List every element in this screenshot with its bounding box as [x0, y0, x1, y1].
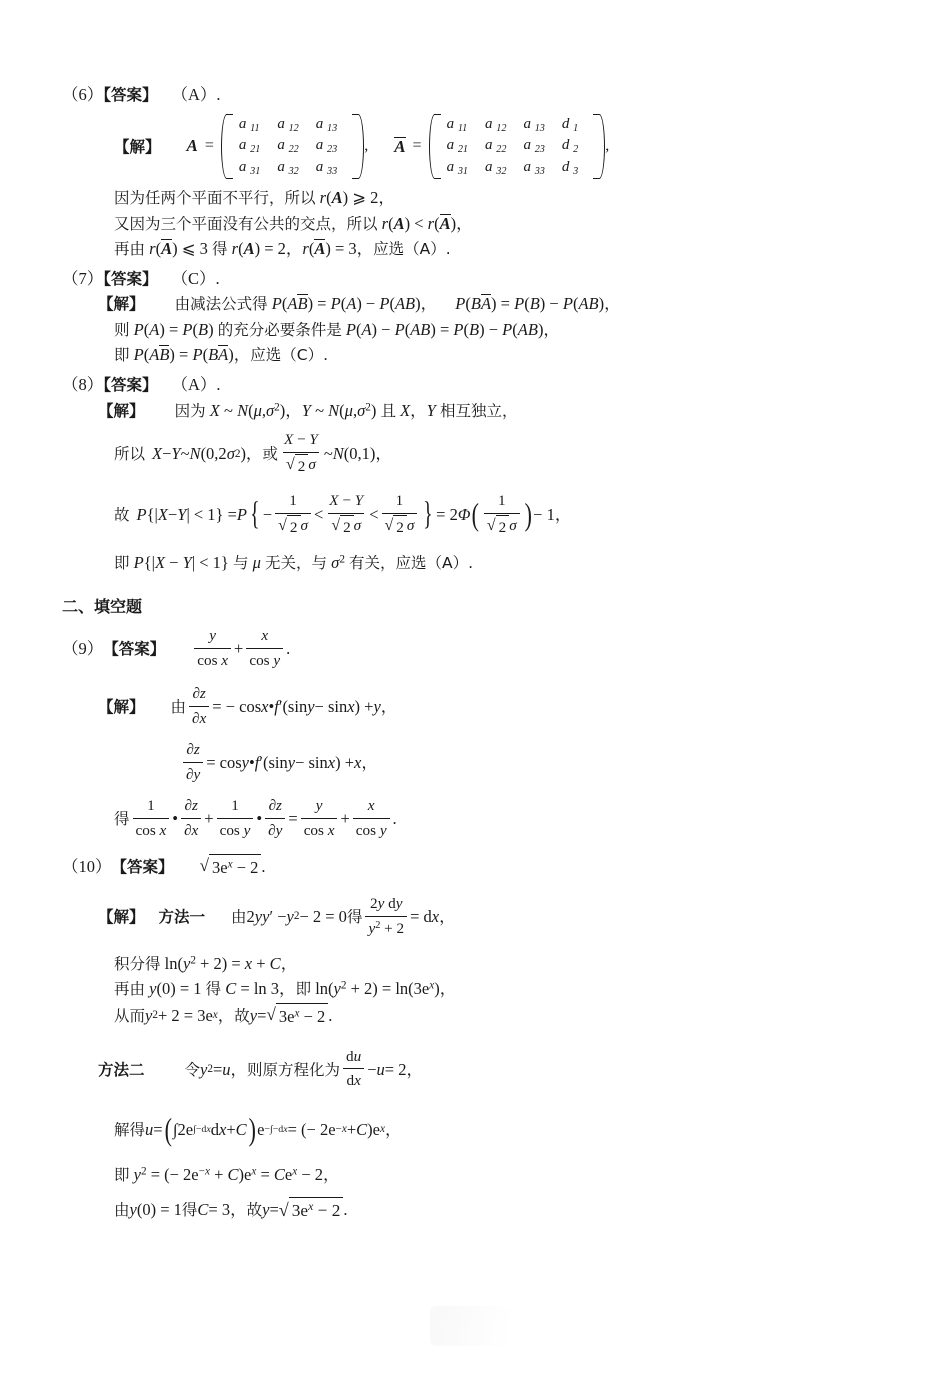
q8-label: （8） — [62, 375, 104, 395]
answer-line-q8 — [62, 372, 890, 398]
frac-x-over-cosy: $\frac{x}{\text{cos y}}$ — [246, 624, 283, 672]
cell: a $_{33}$ — [523, 159, 545, 178]
paren-left-icon — [221, 114, 233, 180]
q10-method2-line-3: 即 $y^2$ = (− $2e^{-x} + C)e^x = Ce^x - 2$， — [114, 1165, 340, 1185]
q8-sol-line-1: 【解】 因为 X ~ $N(\mu,\sigma^2)$，Y ~ $N(\mu,\sigma^2)$ 且 X，Y 相互独立， — [98, 400, 518, 420]
paren-right-icon: ) — [248, 1111, 256, 1147]
q8-sol-line-3: 故 P {| X − Y | < 1} = P { − 1 √ 2 σ < X − Y √ 2 σ < 1 √ 2 σ } = 2 Φ ( 1 √ 2 σ ) − 1， — [114, 489, 890, 540]
q10-label: （10） — [62, 857, 112, 877]
q9-label: （9） — [62, 639, 104, 659]
q8-solution-tag: 【解】 — [98, 401, 145, 420]
q10-method1-line-3: 再由 y(0) = 1 得 C = ln 3，即 $\ln(y^2 + 2) = \ln(3e^x)$， — [114, 979, 457, 999]
q9-sol-line-2: $\frac{\partial z}{\partial y}$ = cos y • f ′(sin y − sin x ) + x ， — [180, 739, 890, 787]
cell: a $_{21}$ — [446, 137, 469, 156]
brace-right-icon: } — [423, 496, 434, 533]
paren-left-icon: ( — [471, 496, 480, 532]
matrix-row — [235, 114, 350, 136]
frac-du-dx: $\frac{du}{dx}$ — [343, 1045, 364, 1093]
frac-x-minus-y-over-sqrt2sigma: X − Y √ 2 σ — [281, 428, 321, 478]
q6-sol-line-1: 因为任两个平面不平行，所以 r(A) ⩾ 2， — [114, 188, 395, 208]
cell: a $_{22}$ — [277, 137, 299, 156]
q10-method2-line-1: 方法二 令 y 2 = u ， 则原方程化为 $\frac{du}{dx}$ − u = 2， — [98, 1045, 890, 1093]
q8-sol-line-4: 即 P{|X − Y| < 1} 与 μ 无关，与 $\sigma^2$ 有关，应选（A）. — [114, 553, 474, 573]
q9-solution-tag: 【解】 — [98, 698, 145, 716]
paren-left-icon — [429, 114, 441, 180]
q7-answer: （C）. — [171, 268, 220, 288]
cell: d $_2$ — [561, 137, 579, 156]
matrix-A-label: A — [186, 136, 198, 156]
frac-2ydy-over-y2plus2: $\frac{\text{2y dy}}{y^2 + 2}$ — [365, 892, 407, 940]
cell: a $_{23}$ — [523, 137, 545, 156]
answer-line-q10: （10） 【答案】 √ $3e^x - 2$ . — [62, 853, 890, 881]
matrix-row — [443, 114, 592, 136]
cell: a $_{13}$ — [315, 115, 338, 134]
sqrt-3ex-minus-2: √ $3e^x - 2$ — [200, 853, 262, 881]
q7-label: （7） — [62, 268, 104, 288]
q6-sol-line-3: 再由 r(A) ⩽ 3 得 r(A) = 2，r(A) = 3，应选（A）. — [114, 239, 451, 259]
cell: d $_1$ — [561, 115, 579, 134]
cell: a $_{12}$ — [277, 115, 299, 134]
cell: a $_{11}$ — [446, 115, 468, 134]
cell: a $_{33}$ — [315, 159, 338, 178]
cell: a $_{21}$ — [238, 137, 261, 156]
paren-left-icon: ( — [164, 1111, 172, 1147]
q6-sol-line-2: 又因为三个平面没有公共的交点，所以 r(A) < r(A)， — [114, 213, 473, 233]
q8-sol-line-2: 所以 X − Y ~ N (0,2 σ 2 )， 或 X − Y √ 2 σ ~ N (0,1)， — [114, 429, 890, 479]
cell: a $_{32}$ — [277, 159, 299, 178]
answer-line-q7 — [62, 266, 890, 292]
page-content — [62, 82, 890, 1225]
q10-method1-line-2: 积分得 $\ln(y^2 + 2) = x + C$， — [114, 953, 298, 973]
cell: a $_{11}$ — [238, 115, 260, 134]
q10-method1-line-1: 【解】 方法一 由 2 yy ′ − y 2 − 2 = 0 得 $\frac{\text{2y dy}}{y^2 + 2}$ = d x ， — [98, 893, 890, 941]
matrix-Abar — [429, 114, 606, 180]
answer-line-q6 — [62, 82, 890, 108]
matrix-Abar-label: A — [394, 136, 406, 156]
q10-method1-line-4: 从而 y 2 + 2 = 3e x ， 故 y = √ $3e^x - 2$ . — [114, 1002, 890, 1030]
q10-method-one-label: 方法一 — [158, 907, 206, 926]
cell: a $_{13}$ — [523, 115, 545, 134]
q10-solution-tag: 【解】 — [98, 907, 145, 926]
matrix-A — [221, 114, 364, 180]
frac-y-over-cosx: $\frac{y}{\text{cos x}}$ — [194, 624, 231, 672]
q8-answer: （A）. — [171, 375, 221, 395]
q9-sol-line-1: 【解】 由 $\frac{\partial z}{\partial x}$ = − cos x • f ′(sin y − sin x ) + y ， — [98, 683, 890, 731]
q6-answer-tag: 【答案】 — [103, 86, 158, 104]
q6-solution-tag: 【解】 — [114, 138, 161, 157]
paren-right-icon — [352, 114, 364, 180]
q9-answer-tag: 【答案】 — [103, 639, 166, 658]
q6-answer: （A）. — [171, 85, 221, 104]
matrix-row — [235, 135, 350, 157]
q7-sol-line-3: 即 P(AB) = P(BA)，应选（C）. — [114, 345, 329, 365]
q6-label: （6） — [62, 85, 104, 104]
cell: d $_3$ — [561, 159, 579, 178]
q9-sol-line-3: 得 $\frac{1}{\text{cos x}}$ • $\frac{\partial z}{\partial x}$ + $\frac{1}{\text{cos y}}$ • $\frac{\partial z}{\partial y}$ = $\frac{y}{\text{cos x}}$ + $\frac{x}{\text{cos y}}$ . — [114, 795, 890, 843]
cell: a $_{22}$ — [485, 137, 507, 156]
cell: a $_{31}$ — [446, 159, 469, 178]
page-watermark — [430, 1306, 580, 1346]
frac-dz-dy: $\frac{\partial z}{\partial y}$ — [183, 738, 203, 786]
paren-right-icon — [593, 114, 605, 180]
paren-right-icon: ) — [524, 496, 532, 532]
q10-answer-tag: 【答案】 — [111, 857, 174, 876]
cell: a $_{32}$ — [485, 159, 507, 178]
matrix-row — [235, 157, 350, 179]
q8-answer-tag: 【答案】 — [103, 376, 158, 395]
q10-method-two-label: 方法二 — [98, 1060, 145, 1079]
frac-dz-dx: $\frac{\partial z}{\partial x}$ — [189, 682, 209, 730]
q10-method2-line-2: 解得 u = ( ∫2e ∫−dx d x + C ) e −∫−dx = (− 2e −x + C )e x ， — [114, 1106, 890, 1155]
brace-left-icon: { — [250, 496, 260, 533]
cell: a $_{23}$ — [315, 137, 338, 156]
cell: a $_{31}$ — [238, 159, 261, 178]
cell: a $_{12}$ — [485, 115, 507, 134]
q7-solution-tag: 【解】 — [98, 295, 145, 314]
answer-line-q9: （9） 【答案】 $\frac{y}{\text{cos x}}$ + $\frac{x}{\text{cos y}}$ . — [62, 625, 890, 673]
matrix-row — [443, 135, 592, 157]
matrix-row-q6: 【解】 A = a $_{11}$ a $_{12}$ a $_{13}$ a $_{21}$ a $_{22}$ a $_{23}$ a $_{31}$ a $_{32}$ a $_{33}$ , A = a $_{11}$ a $_{12}$ a $_{13}$ d $_1$ a $_{21}$ a $_{22}$ a $_{23}$ d $_2$ a $_{31}$ a $_{32}$ a $_{33}$ d $_3$ , — [114, 115, 610, 178]
matrix-row — [443, 157, 592, 179]
q10-method2-line-4: 由 y (0) = 1 得 C = 3， 故 y = √ $3e^x - 2$ . — [114, 1196, 890, 1225]
section-heading-fill-in-blank: 二、填空题 — [62, 596, 143, 616]
q7-sol-line-2: 则 P(A) = P(B) 的充分必要条件是 P(A) − P(AB) = P(B) − P(AB)， — [114, 319, 560, 339]
q7-answer-tag: 【答案】 — [103, 269, 158, 288]
q7-sol-line-1: 【解】 由减法公式得 P(AB) = P(A) − P(AB)， P(BA) = P(B) − P(AB)， — [98, 294, 621, 314]
